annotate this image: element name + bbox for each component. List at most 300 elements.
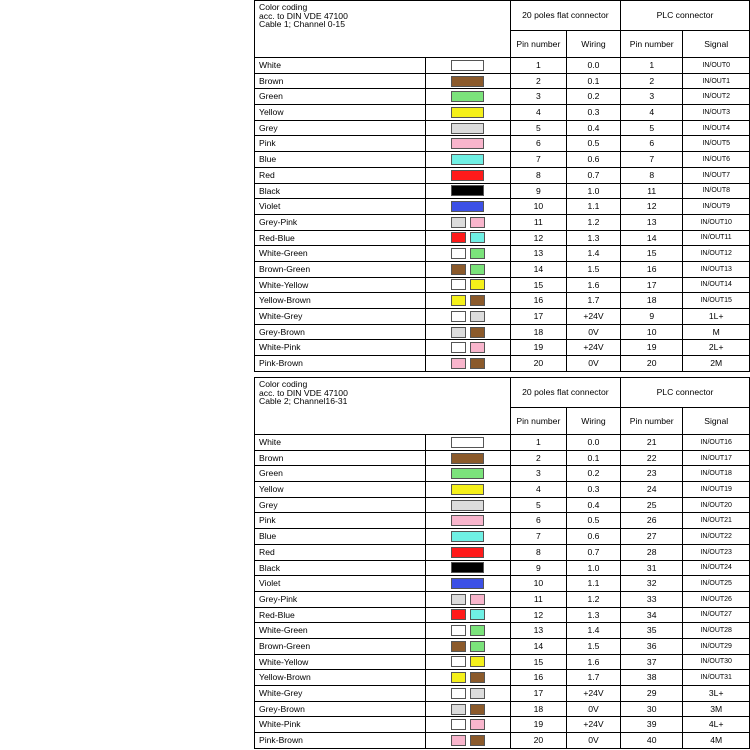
plc-pin-number: 19 xyxy=(621,340,683,356)
color-swatch-cell xyxy=(425,701,510,717)
wiring-value: 1.6 xyxy=(566,654,620,670)
color-swatch-cell xyxy=(425,717,510,733)
wire-color-name: Pink xyxy=(255,136,426,152)
table-row xyxy=(255,136,750,152)
table-row xyxy=(255,623,750,639)
pin-number: 19 xyxy=(510,717,566,733)
wiring-header: Wiring xyxy=(566,408,620,435)
wire-color-name: Grey-Pink xyxy=(255,214,426,230)
color-swatch-cell xyxy=(425,466,510,482)
pin-number: 17 xyxy=(510,309,566,325)
wire-color-name: Red-Blue xyxy=(255,230,426,246)
color-swatch xyxy=(451,672,466,683)
wire-color-name: White xyxy=(255,58,426,74)
signal-value: IN/OUT2 xyxy=(683,89,750,105)
wiring-value: 0.6 xyxy=(566,152,620,168)
color-swatch xyxy=(451,217,466,228)
plc-pin-number-header: Pin number xyxy=(621,31,683,58)
plc-pin-number: 11 xyxy=(621,183,683,199)
signal-value: 4M xyxy=(683,733,750,749)
wiring-value: 0.5 xyxy=(566,136,620,152)
color-swatch xyxy=(470,641,485,652)
signal-value: IN/OUT1 xyxy=(683,73,750,89)
signal-value: IN/OUT28 xyxy=(683,623,750,639)
signal-value: IN/OUT29 xyxy=(683,638,750,654)
color-swatch xyxy=(451,578,484,589)
signal-value: IN/OUT30 xyxy=(683,654,750,670)
wire-color-name: White xyxy=(255,435,426,451)
table-row xyxy=(255,544,750,560)
color-swatch xyxy=(470,342,485,353)
signal-value: IN/OUT0 xyxy=(683,58,750,74)
title-line: Cable 2; Channel16-31 xyxy=(259,396,348,407)
wiring-value: 0.5 xyxy=(566,513,620,529)
wiring-value: 0V xyxy=(566,733,620,749)
wiring-value: 1.2 xyxy=(566,214,620,230)
wire-color-name: Black xyxy=(255,183,426,199)
pin-number: 13 xyxy=(510,246,566,262)
color-coding-table-cable-1 xyxy=(254,0,750,372)
color-swatch-cell xyxy=(425,544,510,560)
wiring-value: 0.1 xyxy=(566,73,620,89)
color-swatch xyxy=(451,185,484,196)
plc-pin-number: 36 xyxy=(621,638,683,654)
color-swatch xyxy=(451,201,484,212)
color-swatch xyxy=(451,484,484,495)
pin-number: 11 xyxy=(510,591,566,607)
pin-number: 18 xyxy=(510,701,566,717)
signal-value: IN/OUT17 xyxy=(683,450,750,466)
color-swatch xyxy=(451,311,466,322)
signal-value: IN/OUT13 xyxy=(683,261,750,277)
table-row xyxy=(255,293,750,309)
wire-color-name: White-Green xyxy=(255,623,426,639)
color-swatch-cell xyxy=(425,293,510,309)
table-row xyxy=(255,576,750,592)
title-line: Color coding xyxy=(259,2,308,12)
wiring-value: +24V xyxy=(566,717,620,733)
pin-number: 2 xyxy=(510,450,566,466)
plc-pin-number: 14 xyxy=(621,230,683,246)
color-swatch xyxy=(470,625,485,636)
table-row xyxy=(255,717,750,733)
signal-value: IN/OUT25 xyxy=(683,576,750,592)
signal-value: IN/OUT31 xyxy=(683,670,750,686)
table-row xyxy=(255,638,750,654)
table-row xyxy=(255,214,750,230)
color-swatch xyxy=(470,719,485,730)
wire-color-name: Yellow xyxy=(255,482,426,498)
wiring-value: 1.4 xyxy=(566,246,620,262)
wiring-value: 1.1 xyxy=(566,199,620,215)
color-swatch-cell xyxy=(425,324,510,340)
pin-number: 14 xyxy=(510,261,566,277)
plc-pin-number: 32 xyxy=(621,576,683,592)
color-swatch-cell xyxy=(425,576,510,592)
pin-number: 9 xyxy=(510,560,566,576)
color-swatch-cell xyxy=(425,435,510,451)
color-swatch-cell xyxy=(425,214,510,230)
color-swatch xyxy=(451,609,466,620)
color-swatch-cell xyxy=(425,120,510,136)
wire-color-name: Grey xyxy=(255,497,426,513)
wire-color-name: Violet xyxy=(255,199,426,215)
signal-value: 3L+ xyxy=(683,686,750,702)
color-swatch-cell xyxy=(425,183,510,199)
pin-number: 9 xyxy=(510,183,566,199)
color-swatch-cell xyxy=(425,246,510,262)
plc-pin-number-header: Pin number xyxy=(621,408,683,435)
header-row xyxy=(255,1,750,31)
pin-number: 3 xyxy=(510,466,566,482)
wire-color-name: Red-Blue xyxy=(255,607,426,623)
plc-pin-number: 38 xyxy=(621,670,683,686)
wiring-value: 1.1 xyxy=(566,576,620,592)
signal-value: IN/OUT18 xyxy=(683,466,750,482)
table-row xyxy=(255,450,750,466)
wire-color-name: Yellow-Brown xyxy=(255,670,426,686)
wiring-value: +24V xyxy=(566,309,620,325)
color-swatch xyxy=(451,170,484,181)
table-row xyxy=(255,560,750,576)
pin-number: 16 xyxy=(510,670,566,686)
signal-value: IN/OUT9 xyxy=(683,199,750,215)
plc-connector-header: PLC connector xyxy=(621,1,750,31)
plc-pin-number: 13 xyxy=(621,214,683,230)
pin-number: 13 xyxy=(510,623,566,639)
plc-pin-number: 24 xyxy=(621,482,683,498)
color-swatch xyxy=(451,60,484,71)
color-swatch xyxy=(470,609,485,620)
plc-pin-number: 9 xyxy=(621,309,683,325)
wire-color-name: Grey-Brown xyxy=(255,701,426,717)
color-swatch xyxy=(451,107,484,118)
color-swatch-cell xyxy=(425,670,510,686)
title-line: Cable 1; Channel 0-15 xyxy=(259,19,345,30)
pin-number: 15 xyxy=(510,277,566,293)
wiring-value: 0.2 xyxy=(566,466,620,482)
wire-color-name: Brown-Green xyxy=(255,261,426,277)
plc-connector-header: PLC connector xyxy=(621,378,750,408)
table-row xyxy=(255,58,750,74)
color-swatch-cell xyxy=(425,73,510,89)
plc-pin-number: 22 xyxy=(621,450,683,466)
color-swatch xyxy=(451,295,466,306)
signal-value: IN/OUT19 xyxy=(683,482,750,498)
table-row xyxy=(255,261,750,277)
wiring-value: 0.0 xyxy=(566,58,620,74)
wiring-value: 0V xyxy=(566,356,620,372)
signal-header: Signal xyxy=(683,408,750,435)
signal-value: IN/OUT8 xyxy=(683,183,750,199)
pin-number: 20 xyxy=(510,356,566,372)
color-swatch xyxy=(470,279,485,290)
color-swatch-cell xyxy=(425,136,510,152)
wire-color-name: Grey-Pink xyxy=(255,591,426,607)
wire-color-name: White-Yellow xyxy=(255,277,426,293)
table-row xyxy=(255,73,750,89)
color-swatch-cell xyxy=(425,58,510,74)
color-swatch xyxy=(451,154,484,165)
table-row xyxy=(255,513,750,529)
wiring-value: 1.2 xyxy=(566,591,620,607)
table-row xyxy=(255,309,750,325)
wiring-value: 0.1 xyxy=(566,450,620,466)
wiring-value: 1.5 xyxy=(566,261,620,277)
signal-value: IN/OUT24 xyxy=(683,560,750,576)
pin-number: 11 xyxy=(510,214,566,230)
table-title xyxy=(255,378,511,435)
color-swatch-cell xyxy=(425,591,510,607)
wiring-value: 0.4 xyxy=(566,120,620,136)
color-swatch xyxy=(470,217,485,228)
plc-pin-number: 7 xyxy=(621,152,683,168)
pin-number-header: Pin number xyxy=(510,31,566,58)
color-swatch xyxy=(470,232,485,243)
plc-pin-number: 23 xyxy=(621,466,683,482)
color-swatch-cell xyxy=(425,450,510,466)
signal-value: IN/OUT14 xyxy=(683,277,750,293)
wire-color-name: Violet xyxy=(255,576,426,592)
color-swatch xyxy=(451,625,466,636)
table-title xyxy=(255,1,511,58)
pin-number-header: Pin number xyxy=(510,408,566,435)
pin-number: 7 xyxy=(510,152,566,168)
pin-number: 6 xyxy=(510,136,566,152)
color-swatch-cell xyxy=(425,340,510,356)
pin-number: 8 xyxy=(510,167,566,183)
color-swatch-cell xyxy=(425,497,510,513)
color-swatch xyxy=(451,232,466,243)
wiring-value: 0.7 xyxy=(566,544,620,560)
wire-color-name: Red xyxy=(255,167,426,183)
plc-pin-number: 28 xyxy=(621,544,683,560)
color-swatch-cell xyxy=(425,686,510,702)
color-swatch-cell xyxy=(425,105,510,121)
color-swatch-cell xyxy=(425,560,510,576)
pin-number: 16 xyxy=(510,293,566,309)
color-swatch-cell xyxy=(425,356,510,372)
table-row xyxy=(255,152,750,168)
wire-color-name: Pink-Brown xyxy=(255,356,426,372)
table-row xyxy=(255,686,750,702)
table-row xyxy=(255,497,750,513)
plc-pin-number: 27 xyxy=(621,529,683,545)
pin-number: 20 xyxy=(510,733,566,749)
wiring-value: 1.3 xyxy=(566,607,620,623)
wiring-value: 0.3 xyxy=(566,105,620,121)
color-swatch-cell xyxy=(425,199,510,215)
plc-pin-number: 1 xyxy=(621,58,683,74)
wiring-value: 1.5 xyxy=(566,638,620,654)
color-swatch xyxy=(470,656,485,667)
color-swatch xyxy=(451,531,484,542)
signal-value: M xyxy=(683,324,750,340)
pin-number: 15 xyxy=(510,654,566,670)
plc-pin-number: 4 xyxy=(621,105,683,121)
color-swatch-cell xyxy=(425,654,510,670)
plc-pin-number: 30 xyxy=(621,701,683,717)
wire-color-name: White-Pink xyxy=(255,340,426,356)
color-swatch xyxy=(470,594,485,605)
color-swatch xyxy=(451,500,484,511)
color-swatch xyxy=(470,688,485,699)
table-row xyxy=(255,183,750,199)
color-swatch-cell xyxy=(425,152,510,168)
color-swatch-cell xyxy=(425,482,510,498)
wire-color-name: Green xyxy=(255,466,426,482)
color-swatch xyxy=(470,704,485,715)
plc-pin-number: 29 xyxy=(621,686,683,702)
wiring-value: 1.0 xyxy=(566,560,620,576)
color-swatch xyxy=(451,735,466,746)
wire-color-name: White-Pink xyxy=(255,717,426,733)
wire-color-name: Yellow xyxy=(255,105,426,121)
signal-value: IN/OUT12 xyxy=(683,246,750,262)
table-row xyxy=(255,701,750,717)
table-row xyxy=(255,466,750,482)
pin-number: 6 xyxy=(510,513,566,529)
color-swatch-cell xyxy=(425,230,510,246)
pin-number: 18 xyxy=(510,324,566,340)
plc-pin-number: 31 xyxy=(621,560,683,576)
plc-pin-number: 26 xyxy=(621,513,683,529)
wire-color-name: Green xyxy=(255,89,426,105)
plc-pin-number: 39 xyxy=(621,717,683,733)
table-row xyxy=(255,670,750,686)
wire-color-name: Brown xyxy=(255,450,426,466)
table-row xyxy=(255,199,750,215)
color-swatch xyxy=(470,311,485,322)
pin-number: 17 xyxy=(510,686,566,702)
plc-pin-number: 34 xyxy=(621,607,683,623)
color-swatch xyxy=(451,547,484,558)
wire-color-name: Blue xyxy=(255,152,426,168)
pin-number: 10 xyxy=(510,199,566,215)
color-swatch xyxy=(470,672,485,683)
flat-connector-header: 20 poles flat connector xyxy=(510,1,620,31)
wire-color-name: Pink xyxy=(255,513,426,529)
plc-pin-number: 20 xyxy=(621,356,683,372)
color-swatch xyxy=(470,295,485,306)
signal-value: IN/OUT11 xyxy=(683,230,750,246)
color-swatch-cell xyxy=(425,623,510,639)
wire-color-name: Brown xyxy=(255,73,426,89)
color-swatch-cell xyxy=(425,607,510,623)
color-swatch xyxy=(451,719,466,730)
table-row xyxy=(255,654,750,670)
color-swatch xyxy=(470,735,485,746)
plc-pin-number: 15 xyxy=(621,246,683,262)
pin-number: 2 xyxy=(510,73,566,89)
color-swatch xyxy=(451,138,484,149)
color-swatch xyxy=(451,704,466,715)
wiring-value: 1.0 xyxy=(566,183,620,199)
signal-value: IN/OUT7 xyxy=(683,167,750,183)
color-swatch xyxy=(451,91,484,102)
pin-number: 1 xyxy=(510,58,566,74)
wiring-value: 1.4 xyxy=(566,623,620,639)
wire-color-name: Grey xyxy=(255,120,426,136)
signal-value: IN/OUT10 xyxy=(683,214,750,230)
signal-value: IN/OUT20 xyxy=(683,497,750,513)
table-row xyxy=(255,591,750,607)
title-line: Color coding xyxy=(259,379,308,389)
signal-value: IN/OUT26 xyxy=(683,591,750,607)
signal-value: IN/OUT16 xyxy=(683,435,750,451)
wire-color-name: White-Grey xyxy=(255,686,426,702)
wiring-value: 0V xyxy=(566,701,620,717)
wiring-value: 0V xyxy=(566,324,620,340)
wiring-value: 0.0 xyxy=(566,435,620,451)
signal-value: IN/OUT22 xyxy=(683,529,750,545)
pin-number: 5 xyxy=(510,120,566,136)
color-swatch-cell xyxy=(425,89,510,105)
plc-pin-number: 3 xyxy=(621,89,683,105)
table-row xyxy=(255,733,750,749)
color-swatch xyxy=(451,453,484,464)
wiring-value: 1.6 xyxy=(566,277,620,293)
table-row xyxy=(255,340,750,356)
signal-value: 3M xyxy=(683,701,750,717)
color-swatch-cell xyxy=(425,309,510,325)
plc-pin-number: 18 xyxy=(621,293,683,309)
plc-pin-number: 16 xyxy=(621,261,683,277)
pin-number: 14 xyxy=(510,638,566,654)
wiring-header: Wiring xyxy=(566,31,620,58)
table-row xyxy=(255,277,750,293)
color-swatch-cell xyxy=(425,261,510,277)
plc-pin-number: 25 xyxy=(621,497,683,513)
color-swatch xyxy=(451,688,466,699)
wire-color-name: Blue xyxy=(255,529,426,545)
wiring-value: 0.2 xyxy=(566,89,620,105)
signal-value: 2M xyxy=(683,356,750,372)
wiring-value: +24V xyxy=(566,686,620,702)
color-swatch xyxy=(451,656,466,667)
color-swatch xyxy=(451,248,466,259)
wire-color-name: Pink-Brown xyxy=(255,733,426,749)
plc-pin-number: 33 xyxy=(621,591,683,607)
plc-pin-number: 8 xyxy=(621,167,683,183)
plc-pin-number: 5 xyxy=(621,120,683,136)
pin-number: 7 xyxy=(510,529,566,545)
plc-pin-number: 35 xyxy=(621,623,683,639)
wiring-value: 1.3 xyxy=(566,230,620,246)
title-line: acc. to DIN VDE 47100 xyxy=(259,387,348,398)
color-swatch xyxy=(470,327,485,338)
signal-value: IN/OUT3 xyxy=(683,105,750,121)
table-row xyxy=(255,356,750,372)
table-row xyxy=(255,435,750,451)
color-swatch xyxy=(451,515,484,526)
signal-value: IN/OUT21 xyxy=(683,513,750,529)
pin-number: 19 xyxy=(510,340,566,356)
wiring-value: 1.7 xyxy=(566,293,620,309)
signal-value: IN/OUT5 xyxy=(683,136,750,152)
pin-number: 12 xyxy=(510,230,566,246)
table-row xyxy=(255,607,750,623)
table-row xyxy=(255,230,750,246)
pin-number: 4 xyxy=(510,105,566,121)
header-row xyxy=(255,378,750,408)
wire-color-name: Grey-Brown xyxy=(255,324,426,340)
table-row xyxy=(255,89,750,105)
table-row xyxy=(255,167,750,183)
pin-number: 5 xyxy=(510,497,566,513)
plc-pin-number: 12 xyxy=(621,199,683,215)
pin-number: 4 xyxy=(510,482,566,498)
